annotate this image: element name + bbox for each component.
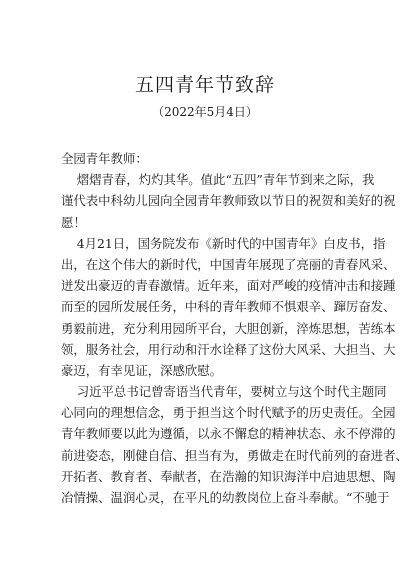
text-line: 领，服务社会，用行动和汗水诠释了这份大风采、大担当、大 [61, 341, 396, 357]
text-line: 开拓者、教育者、奉献者，在浩瀚的知识海洋中启迪思想、陶 [61, 468, 396, 484]
text-line: 谨代表中科幼儿园向全园青年教师致以节日的祝贺和美好的祝 [61, 193, 396, 209]
text-line: 而至的园所发展任务，中科的青年教师不惧艰辛、蹿厉奋发、 [61, 299, 396, 315]
text-line: 豪迈，有幸见证，深感欣慰。 [61, 362, 223, 378]
text-line: 习近平总书记曾寄语当代青年，要树立与这个时代主题同 [61, 384, 387, 400]
document-body [61, 148, 408, 508]
document-date: （2022年5月4日） [152, 105, 258, 119]
text-line: 4月21日，国务院发布《新时代的中国青年》白皮书，指 [61, 235, 386, 251]
text-line: 前进姿态，刚健自信、担当有为，勇做走在时代前列的奋进者、 [61, 447, 408, 463]
salutation-line: 全园青年教师： [61, 151, 148, 166]
text-line: 勇毅前进，充分利用园所平台，大胆创新，淬炼思想，苦练本 [61, 320, 396, 336]
document-title: 五四青年节致辞 [134, 74, 275, 96]
text-line: 迸发出豪迈的青春激情。近年来，面对严峻的疫情冲击和接踵 [61, 278, 396, 294]
text-line: 青年教师要以此为遵循，以永不懈怠的精神状态、永不停滞的 [61, 426, 396, 442]
text-line: 心同向的理想信念，勇于担当这个时代赋予的历史责任。全园 [61, 405, 396, 421]
text-line: 熠熠青春，灼灼其华。值此“五四”青年节到来之际，我 [61, 172, 375, 188]
text-line: 冶情操、温润心灵，在平凡的幼教岗位上奋斗奉献。“不驰于 [61, 490, 390, 505]
text-line: 出，在这个伟大的新时代，中国青年展现了亮丽的青春风采、 [61, 256, 396, 272]
text-line: 愿！ [61, 214, 86, 230]
